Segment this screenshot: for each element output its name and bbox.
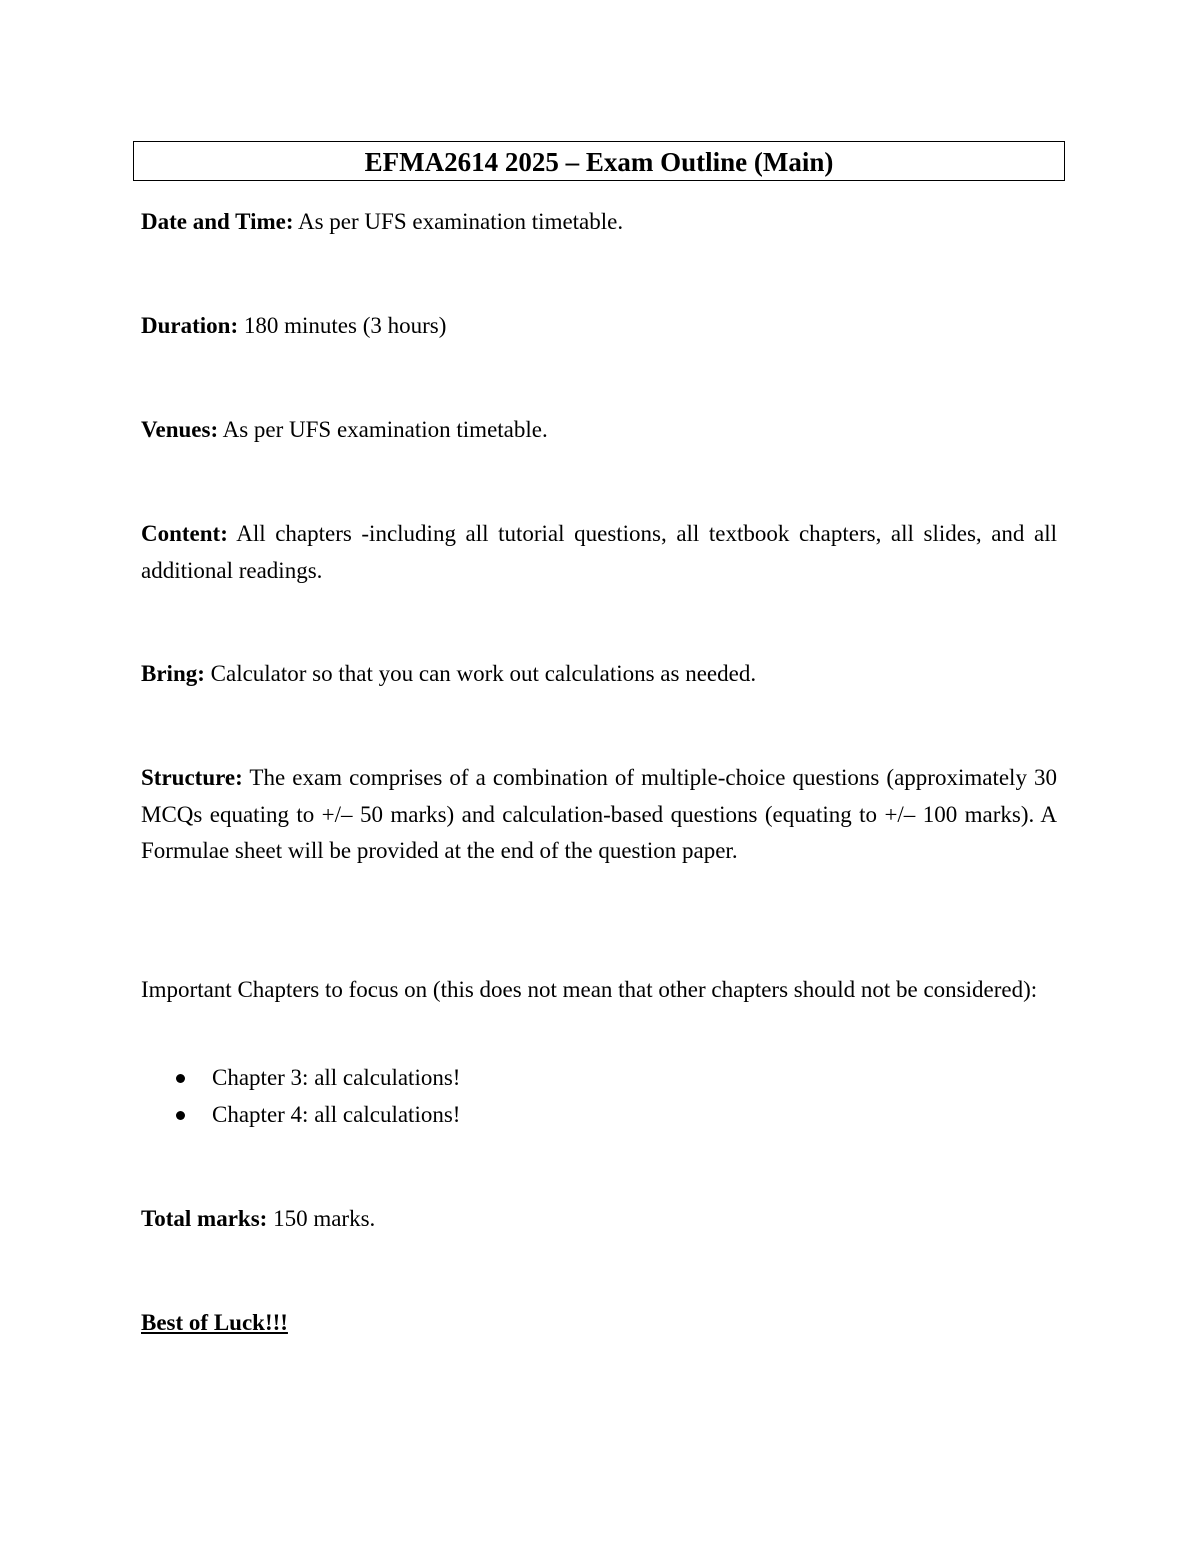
duration-paragraph [141, 308, 1057, 345]
content-value: All chapters -including all tutorial questions, all textbook chapters, all slides, and all additional readings. [141, 521, 1058, 583]
closing-message: Best of Luck!!! [141, 1310, 288, 1335]
bring-paragraph [141, 656, 1057, 693]
content-paragraph [141, 516, 1057, 589]
date-time-paragraph [141, 204, 1057, 241]
structure-label: Structure: [141, 765, 243, 790]
important-chapters-list [141, 1060, 1057, 1133]
chapter-4-item: Chapter 4: all calculations! [212, 1101, 461, 1127]
duration-value: 180 minutes (3 hours) [243, 313, 447, 338]
content-label: Content: [141, 521, 228, 546]
total-marks-label: Total marks: [141, 1206, 268, 1231]
important-chapters-intro: Important Chapters to focus on (this does not mean that other chapters should not be considered): [141, 977, 1038, 1002]
chapter-3-item: Chapter 3: all calculations! [212, 1065, 461, 1090]
date-time-value: As per UFS examination timetable. [297, 209, 624, 234]
venues-label: Venues: [141, 417, 219, 442]
total-marks-value: 150 marks. [273, 1206, 376, 1231]
bring-value: Calculator so that you can work out calculations as needed. [210, 661, 757, 686]
page-title: EFMA2614 2025 – Exam Outline (Main) [364, 146, 834, 177]
structure-paragraph [141, 760, 1057, 870]
list-item [141, 1097, 1057, 1134]
date-time-label: Date and Time: [141, 209, 294, 234]
duration-label: Duration: [141, 313, 239, 338]
list-item [141, 1060, 1057, 1097]
venues-paragraph [141, 412, 1057, 449]
bullet-icon [176, 1074, 185, 1083]
venues-value: As per UFS examination timetable. [222, 417, 548, 442]
title-box [133, 141, 1065, 181]
structure-value: The exam comprises of a combination of multiple-choice questions (approximately 30 MCQs equating to +/– 50 marks) and calculation-based questions (equating to +/– 100 marks). A Formulae sheet will be provided at the end of the question paper. [141, 765, 1057, 863]
total-marks-paragraph [141, 1201, 1057, 1238]
bring-label: Bring: [141, 661, 205, 686]
bullet-icon [176, 1111, 185, 1120]
